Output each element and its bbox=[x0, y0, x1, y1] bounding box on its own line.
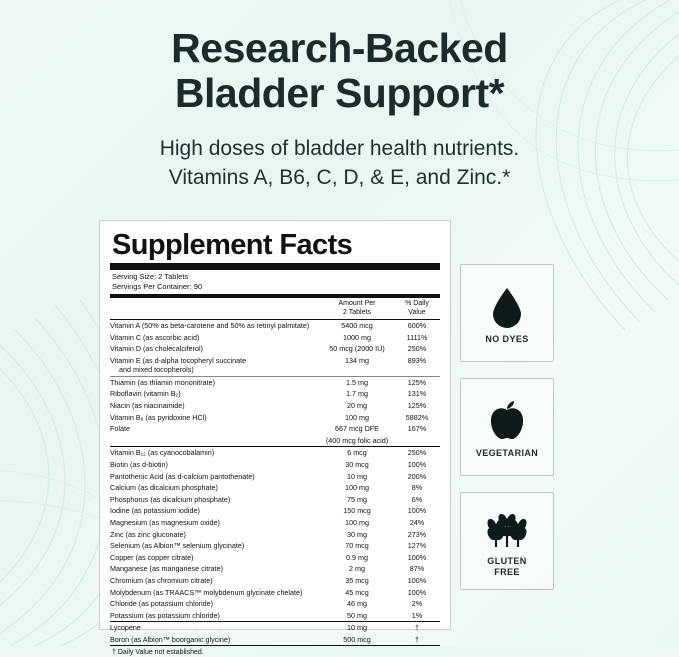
table-row bbox=[110, 388, 440, 400]
table-row bbox=[110, 423, 440, 435]
dv-header-line-1: % Daily bbox=[405, 300, 429, 307]
nutrient-amount: 50 mg bbox=[347, 610, 367, 620]
amount-header-line-1: Amount Per bbox=[338, 300, 376, 307]
table-row bbox=[110, 598, 440, 610]
badge-label-vegetarian: VEGETARIAN bbox=[475, 447, 539, 458]
page-headline bbox=[0, 0, 679, 116]
badge-no-dyes bbox=[460, 264, 554, 362]
headline-line-2: Bladder Support* bbox=[174, 70, 505, 116]
headline-line-1: Research-Backed bbox=[171, 25, 508, 71]
table-row bbox=[110, 332, 440, 344]
badge-label-gluten: GLUTEN bbox=[487, 556, 527, 566]
facts-column-headers bbox=[110, 298, 440, 319]
nutrient-name: Zinc (as zinc gluconate) bbox=[110, 529, 186, 539]
nutrient-name: Molybdenum (as TRAACS™ molybdenum glycinate chelate) bbox=[110, 587, 303, 597]
nutrient-daily-value: 167% bbox=[407, 424, 427, 434]
supplement-facts-panel bbox=[99, 220, 451, 657]
nutrient-amount: 35 mcg bbox=[345, 575, 369, 585]
badge-vegetarian bbox=[460, 378, 554, 476]
nutrient-amount: 1.5 mg bbox=[320, 376, 394, 388]
nutrient-daily-value: 1111% bbox=[406, 332, 428, 342]
nutrient-daily-value: 200% bbox=[407, 471, 427, 481]
nutrient-daily-value: 127% bbox=[407, 541, 427, 551]
subhead-line-2: Vitamins A, B6, C, D, & E, and Zinc.* bbox=[168, 166, 511, 189]
nutrient-amount: 500 mcg bbox=[343, 634, 371, 644]
nutrient-amount: 134 mg bbox=[345, 355, 369, 365]
nutrient-name bbox=[110, 435, 320, 447]
nutrient-name: Vitamin C (as ascorbic acid) bbox=[110, 332, 200, 342]
table-row bbox=[110, 459, 440, 471]
badge-label-no-dyes: NO DYES bbox=[485, 333, 529, 344]
nutrient-amount: 100 mg bbox=[345, 483, 369, 493]
table-row bbox=[110, 563, 440, 575]
nutrient-amount: 20 mg bbox=[347, 401, 367, 411]
nutrient-name: Selenium (as Albion™ selenium glycinate) bbox=[110, 541, 245, 551]
nutrient-name: Lycopene bbox=[110, 622, 320, 634]
nutrient-name: Iodine (as potassium iodide) bbox=[110, 506, 200, 516]
nutrient-daily-value: 2% bbox=[411, 599, 423, 609]
nutrient-daily-value: 600% bbox=[407, 321, 427, 331]
table-row bbox=[110, 634, 440, 646]
nutrient-amount: 50 mcg (2000 IU) bbox=[329, 344, 385, 354]
table-row bbox=[110, 610, 440, 622]
nutrient-daily-value: 100% bbox=[407, 460, 427, 470]
nutrient-amount: 6 mcg bbox=[320, 447, 394, 459]
nutrient-daily-value: 24% bbox=[409, 518, 425, 527]
droplet-icon bbox=[490, 282, 524, 332]
badge-gluten-free bbox=[460, 492, 554, 590]
nutrient-daily-value: 250% bbox=[394, 447, 440, 459]
nutrient-amount: 10 mg bbox=[347, 471, 367, 481]
nutrient-daily-value: 100% bbox=[407, 587, 427, 597]
nutrient-amount: 30 mcg bbox=[345, 460, 369, 470]
table-row bbox=[110, 343, 440, 355]
amount-header-line-2: 2 Tablets bbox=[343, 308, 371, 316]
table-row bbox=[110, 494, 440, 506]
nutrient-daily-value: 250% bbox=[407, 344, 427, 354]
nutrient-amount: 1.7 mg bbox=[346, 389, 368, 399]
page-subheadline bbox=[0, 134, 679, 192]
serving-size: Serving Size: 2 Tablets bbox=[112, 272, 189, 281]
nutrient-daily-value: 6% bbox=[411, 494, 423, 504]
wheat-icon bbox=[484, 504, 530, 554]
nutrient-name: Vitamin B₆ (as pyridoxine HCl) bbox=[110, 412, 207, 422]
nutrient-daily-value: 100% bbox=[407, 506, 427, 516]
table-row bbox=[110, 529, 440, 541]
apple-icon bbox=[487, 396, 527, 446]
nutrient-name: Calcium (as dicalcium phosphate) bbox=[110, 483, 218, 493]
nutrient-name: Folate bbox=[110, 424, 130, 434]
nutrient-amount: 0.9 mg bbox=[346, 552, 368, 562]
table-row bbox=[110, 376, 440, 388]
nutrient-daily-value: 125% bbox=[394, 376, 440, 388]
nutrient-name: Vitamin E (as d-alpha tocopheryl succinate and mixed tocopherols) bbox=[110, 355, 320, 377]
nutrient-name: Boron (as Albion™ boorganic glycine) bbox=[110, 634, 231, 644]
nutrient-amount: 30 mg bbox=[347, 529, 367, 539]
nutrient-name: Magnesium (as magnesium oxide) bbox=[110, 518, 220, 527]
facts-footnote: † Daily Value not established. bbox=[112, 649, 204, 657]
dv-header-line-2: Value bbox=[408, 308, 426, 316]
nutrient-daily-value: 87% bbox=[409, 564, 425, 574]
nutrient-name-continued: and mixed tocopherols) bbox=[119, 365, 194, 375]
nutrient-name: Vitamin B₁₂ (as cyanocobalamin) bbox=[110, 447, 320, 459]
nutrient-amount: 100 mg bbox=[345, 518, 369, 527]
nutrient-daily-value: 100% bbox=[407, 552, 427, 562]
nutrient-amount: 5400 mcg bbox=[341, 321, 373, 331]
table-row bbox=[110, 447, 440, 459]
nutrient-name: Vitamin A (50% as beta-carotene and 50% as retinyl palmitate) bbox=[110, 321, 310, 331]
table-row bbox=[110, 412, 440, 424]
nutrient-name: Niacin (as niacinamide) bbox=[110, 401, 185, 411]
table-row bbox=[110, 575, 440, 587]
nutrient-name: Chromium (as chromium citrate) bbox=[110, 575, 213, 585]
supplement-facts-title: Supplement Facts bbox=[112, 229, 353, 261]
nutrient-daily-value: 131% bbox=[407, 389, 427, 399]
nutrient-name: Thiamin (as thiamin mononitrate) bbox=[110, 376, 320, 388]
table-row bbox=[110, 355, 440, 377]
nutrient-amount: 46 mg bbox=[347, 599, 367, 609]
nutrient-amount: 10 mg bbox=[320, 622, 394, 634]
nutrient-amount: 1000 mg bbox=[343, 332, 371, 342]
table-row bbox=[110, 517, 440, 529]
nutrient-amount: 75 mg bbox=[347, 494, 367, 504]
table-row bbox=[110, 540, 440, 552]
nutrient-amount: 45 mcg bbox=[345, 587, 369, 597]
servings-per-container: Servings Per Container: 90 bbox=[112, 282, 203, 291]
nutrient-amount: 2 mg bbox=[349, 564, 365, 574]
nutrient-daily-value: 5882% bbox=[405, 412, 429, 422]
table-row bbox=[110, 622, 440, 634]
nutrient-daily-value: 1% bbox=[411, 610, 423, 620]
nutrient-daily-value: 8% bbox=[411, 483, 423, 493]
nutrient-name: Riboflavin (vitamin B₂) bbox=[110, 389, 181, 399]
nutrient-daily-value bbox=[394, 435, 440, 447]
nutrient-daily-value: 100% bbox=[407, 575, 427, 585]
table-row bbox=[110, 552, 440, 564]
nutrient-name: Phosphorus (as dicalcium phosphate) bbox=[110, 494, 231, 504]
nutrient-amount: 667 mcg DFE bbox=[335, 424, 379, 434]
table-row bbox=[110, 586, 440, 598]
badge-label-gluten-free bbox=[487, 556, 526, 578]
table-row bbox=[110, 320, 440, 332]
nutrient-name: Chloride (as potassium chloride) bbox=[110, 599, 214, 609]
nutrient-daily-value: 125% bbox=[407, 401, 427, 411]
table-row bbox=[110, 482, 440, 494]
nutrient-amount: 150 mcg bbox=[343, 506, 371, 516]
badge-label-free: FREE bbox=[494, 567, 520, 577]
nutrient-daily-value: 273% bbox=[407, 529, 427, 539]
supplement-facts-table bbox=[110, 320, 440, 645]
nutrient-name: Copper (as copper citrate) bbox=[110, 552, 194, 562]
badge-column bbox=[460, 264, 554, 606]
nutrient-daily-value: † bbox=[415, 634, 419, 644]
table-row bbox=[110, 400, 440, 412]
subhead-line-1: High doses of bladder health nutrients. bbox=[159, 137, 520, 160]
nutrient-name: Manganese (as manganese citrate) bbox=[110, 564, 224, 574]
nutrient-daily-value: 893% bbox=[407, 355, 427, 365]
nutrient-name: Biotin (as d-biotin) bbox=[110, 460, 168, 470]
table-row bbox=[110, 471, 440, 483]
nutrient-amount: 100 mg bbox=[345, 412, 369, 422]
divider-heavy bbox=[110, 263, 440, 270]
nutrient-amount: 70 mcg bbox=[345, 541, 369, 551]
nutrient-name: Vitamin D (as cholecalciferol) bbox=[110, 344, 203, 354]
nutrient-name: Potassium (as potassium chloride) bbox=[110, 610, 220, 620]
nutrient-name: Pantothenic Acid (as d-calcium pantothenate) bbox=[110, 471, 255, 481]
nutrient-daily-value: † bbox=[394, 622, 440, 634]
nutrient-amount: (400 mcg folic acid) bbox=[325, 435, 389, 445]
table-row bbox=[110, 505, 440, 517]
table-row bbox=[110, 435, 440, 447]
